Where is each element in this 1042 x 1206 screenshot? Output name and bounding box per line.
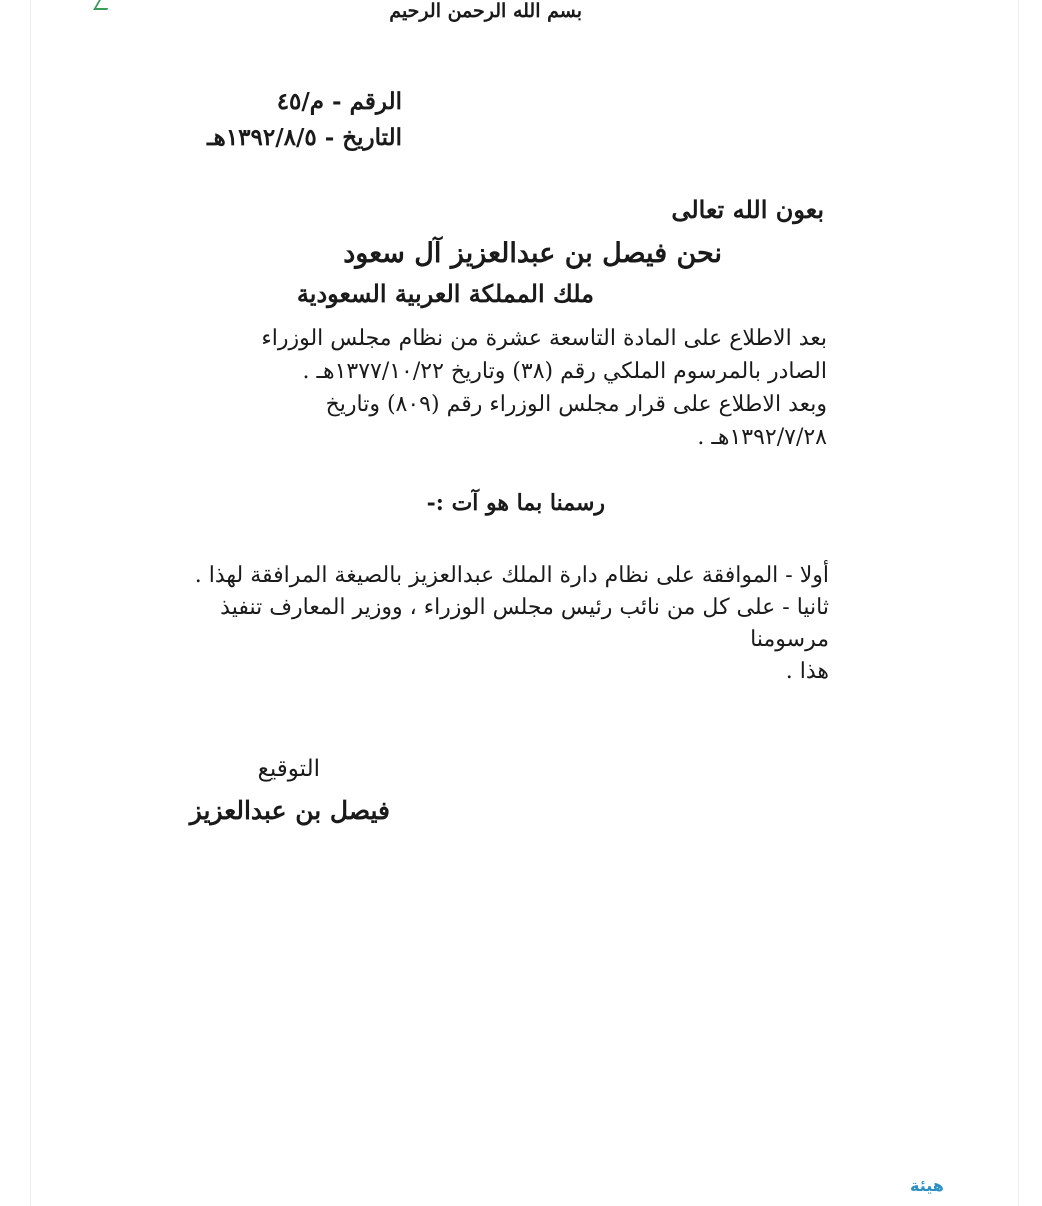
article-1: أولا - الموافقة على نظام دارة الملك عبدالعزيز بالصيغة المرافقة لهذا . [194, 563, 829, 588]
basmala: بسم الله الرحمن الرحيم [389, 0, 582, 22]
decree-heading: رسمنا بما هو آت :- [426, 490, 605, 516]
signature-label: التوقيع [257, 756, 320, 782]
article-2-line-2: هذا . [785, 659, 829, 684]
paragraph-1-line-2: الصادر بالمرسوم الملكي رقم (٣٨) وتاريخ ١٣٧٧/١٠/٢٢هـ . [302, 359, 827, 384]
corner-stamp-mark [93, 0, 113, 10]
paragraph-1-line-1: بعد الاطلاع على المادة التاسعة عشرة من نظام مجلس الوزراء [261, 326, 827, 351]
paragraph-2-line-2: ١٣٩٢/٧/٢٨هـ . [697, 425, 827, 450]
decree-articles [149, 560, 829, 688]
reference-date: التاريخ - ١٣٩٢/٨/٥هـ [206, 124, 402, 151]
authority-logo: هيئة [910, 1176, 944, 1195]
decree-preamble-text [157, 322, 827, 454]
signature-name: فيصل بن عبدالعزيز [189, 796, 390, 825]
king-name: نحن فيصل بن عبدالعزيز آل سعود [343, 238, 722, 269]
reference-number: الرقم - م/٤٥ [276, 88, 402, 115]
invocation: بعون الله تعالى [671, 195, 824, 224]
scan-edge-left [30, 0, 31, 1206]
scan-edge-right [1018, 0, 1019, 1206]
king-title: ملك المملكة العربية السعودية [296, 279, 594, 308]
paragraph-2-line-1: وبعد الاطلاع على قرار مجلس الوزراء رقم (٨٠٩) وتاريخ [325, 392, 827, 417]
article-2-line-1: ثانيا - على كل من نائب رئيس مجلس الوزراء ، ووزير المعارف تنفيذ مرسومنا [220, 595, 829, 652]
